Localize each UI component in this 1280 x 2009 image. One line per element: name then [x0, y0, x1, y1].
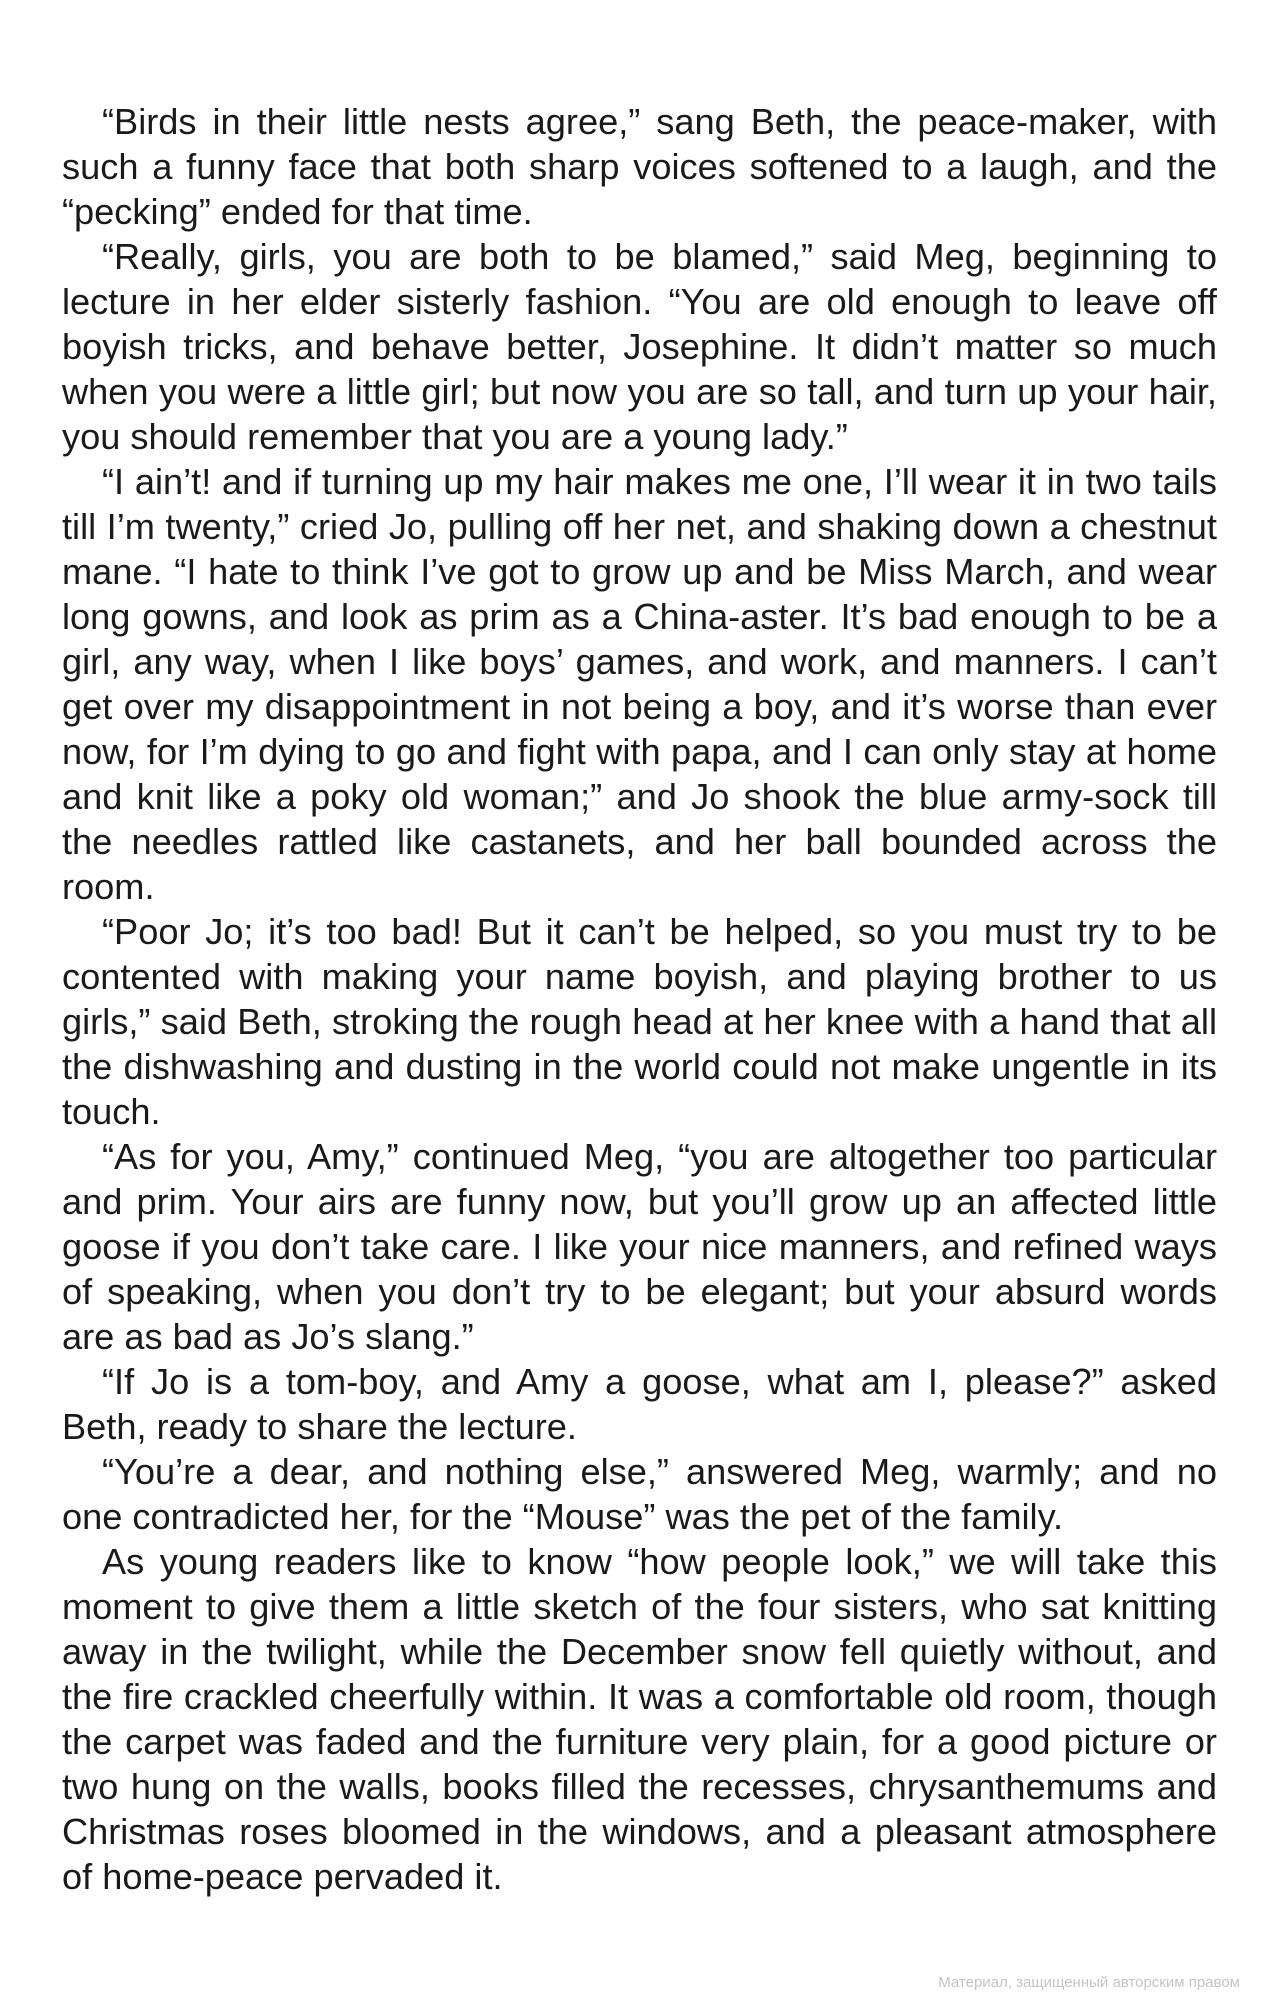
paragraph-5: “As for you, Amy,” continued Meg, “you are altogether too particular and prim. Your airs are funny now, but you’ll grow up an affected little goose if you don’t take care. I like your nice manners, and refined ways of speaking, when you don’t try to be elegant; but your absurd words are as bad as Jo’s slang.”: [62, 1136, 1217, 1357]
paragraph-1: “Birds in their little nests agree,” sang Beth, the peace-maker, with such a funny face that both sharp voices softened to a laugh, and the “pecking” ended for that time.: [62, 101, 1217, 232]
paragraph-6: “If Jo is a tom-boy, and Amy a goose, what am I, please?” asked Beth, ready to share the lecture.: [62, 1361, 1217, 1447]
paragraph-4: “Poor Jo; it’s too bad! But it can’t be helped, so you must try to be contented with making your name boyish, and playing brother to us girls,” said Beth, stroking the rough head at her knee with a hand that all the dishwashing and dusting in the world could not make ungentle in its touch.: [62, 911, 1217, 1132]
paragraph-7: “You’re a dear, and nothing else,” answered Meg, warmly; and no one contradicted her, for the “Mouse” was the pet of the family.: [62, 1451, 1217, 1537]
paragraph-2: “Really, girls, you are both to be blamed,” said Meg, beginning to lecture in her elder sisterly fashion. “You are old enough to leave off boyish tricks, and behave better, Josephine. It didn’t matter so much when you were a little girl; but now you are so tall, and turn up your hair, you should remember that you are a young lady.”: [62, 236, 1217, 457]
paragraph-8: As young readers like to know “how people look,” we will take this moment to give them a little sketch of the four sisters, who sat knitting away in the twilight, while the December snow fell quietly without, and the fire crackled cheerfully within. It was a comfortable old room, though the carpet was faded and the furniture very plain, for a good picture or two hung on the walls, books filled the recesses, chrysanthemums and Christmas roses bloomed in the windows, and a pleasant atmosphere of home-peace pervaded it.: [62, 1541, 1217, 1897]
paragraph-3: “I ain’t! and if turning up my hair makes me one, I’ll wear it in two tails till I’m twenty,” cried Jo, pulling off her net, and shaking down a chestnut mane. “I hate to think I’ve got to grow up and be Miss March, and wear long gowns, and look as prim as a China-aster. It’s bad enough to be a girl, any way, when I like boys’ games, and work, and manners. I can’t get over my disappointment in not being a boy, and it’s worse than ever now, for I’m dying to go and fight with papa, and I can only stay at home and knit like a poky old woman;” and Jo shook the blue army-sock till the needles rattled like castanets, and her ball bounded across the room.: [62, 461, 1217, 907]
page-body: [62, 99, 1217, 1899]
copyright-watermark: Материал, защищенный авторским правом: [938, 1974, 1240, 1991]
